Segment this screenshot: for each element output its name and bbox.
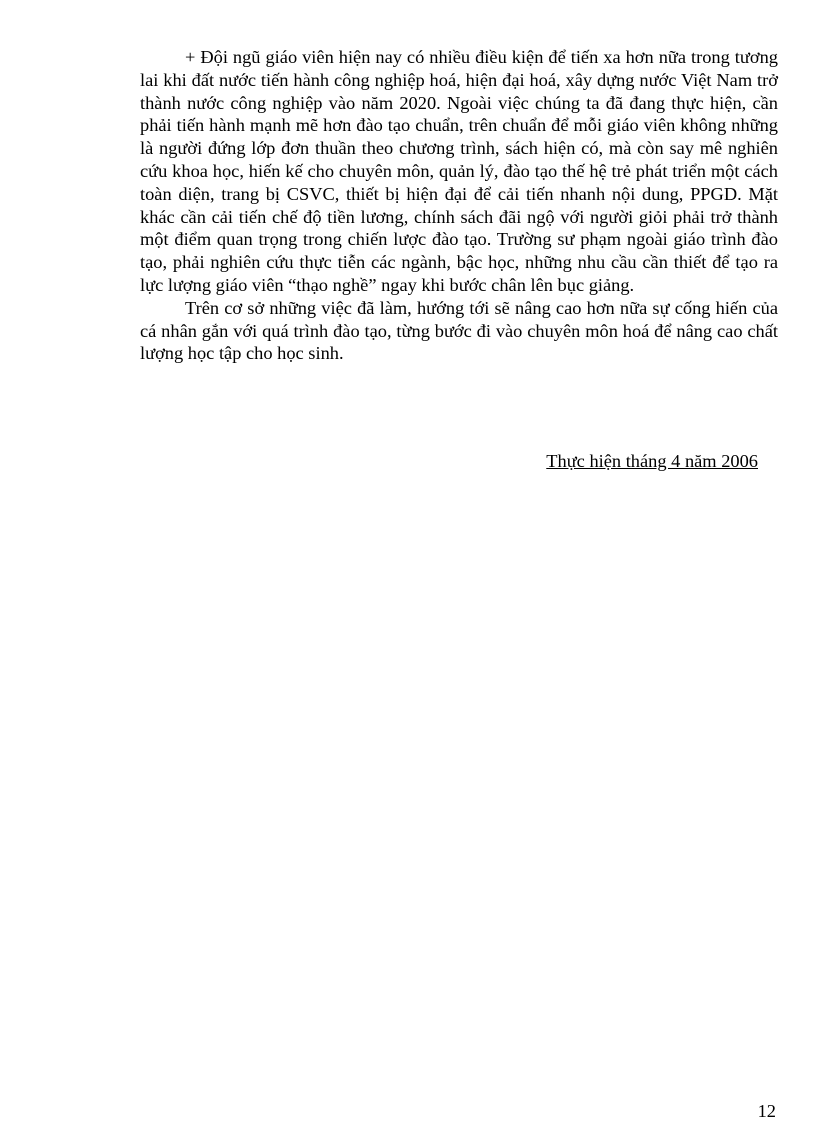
page-number: 12 (757, 1101, 776, 1121)
signature-date: Thực hiện tháng 4 năm 2006 (546, 451, 758, 471)
paragraph-conclusion: Trên cơ sở những việc đã làm, hướng tới sẽ nâng cao hơn nữa sự cống hiến của cá nhân gắn với quá trình đào tạo, từng bước đi vào chuyên môn hoá để nâng cao chất lượng học tập cho học sinh. (140, 297, 778, 364)
document-body (140, 46, 778, 365)
paragraph-teachers: + Đội ngũ giáo viên hiện nay có nhiều điều kiện để tiến xa hơn nữa trong tương lai khi đất nước tiến hành công nghiệp hoá, hiện đại hoá, xây dựng nước Việt Nam trở thành nước công nghiệp vào năm 2020. Ngoài việc chúng ta đã đang thực hiện, cần phải tiến hành mạnh mẽ hơn đào tạo chuẩn, trên chuẩn để mỗi giáo viên không những là người đứng lớp đơn thuần theo chương trình, sách hiện có, mà còn say mê nghiên cứu khoa học, hiến kế cho chuyên môn, quản lý, đào tạo thế hệ trẻ phát triển một cách toàn diện, trang bị CSVC, thiết bị hiện đại để cải tiến nhanh nội dung, PPGD. Mặt khác cần cải tiến chế độ tiền lương, chính sách đãi ngộ với người giỏi phải trở thành một điểm quan trọng trong chiến lược đào tạo. Trường sư phạm ngoài giáo trình đào tạo, phải nghiên cứu thực tiễn các ngành, bậc học, những nhu cầu cần thiết để tạo ra lực lượng giáo viên “thạo nghề” ngay khi bước chân lên bục giảng. (140, 47, 778, 295)
